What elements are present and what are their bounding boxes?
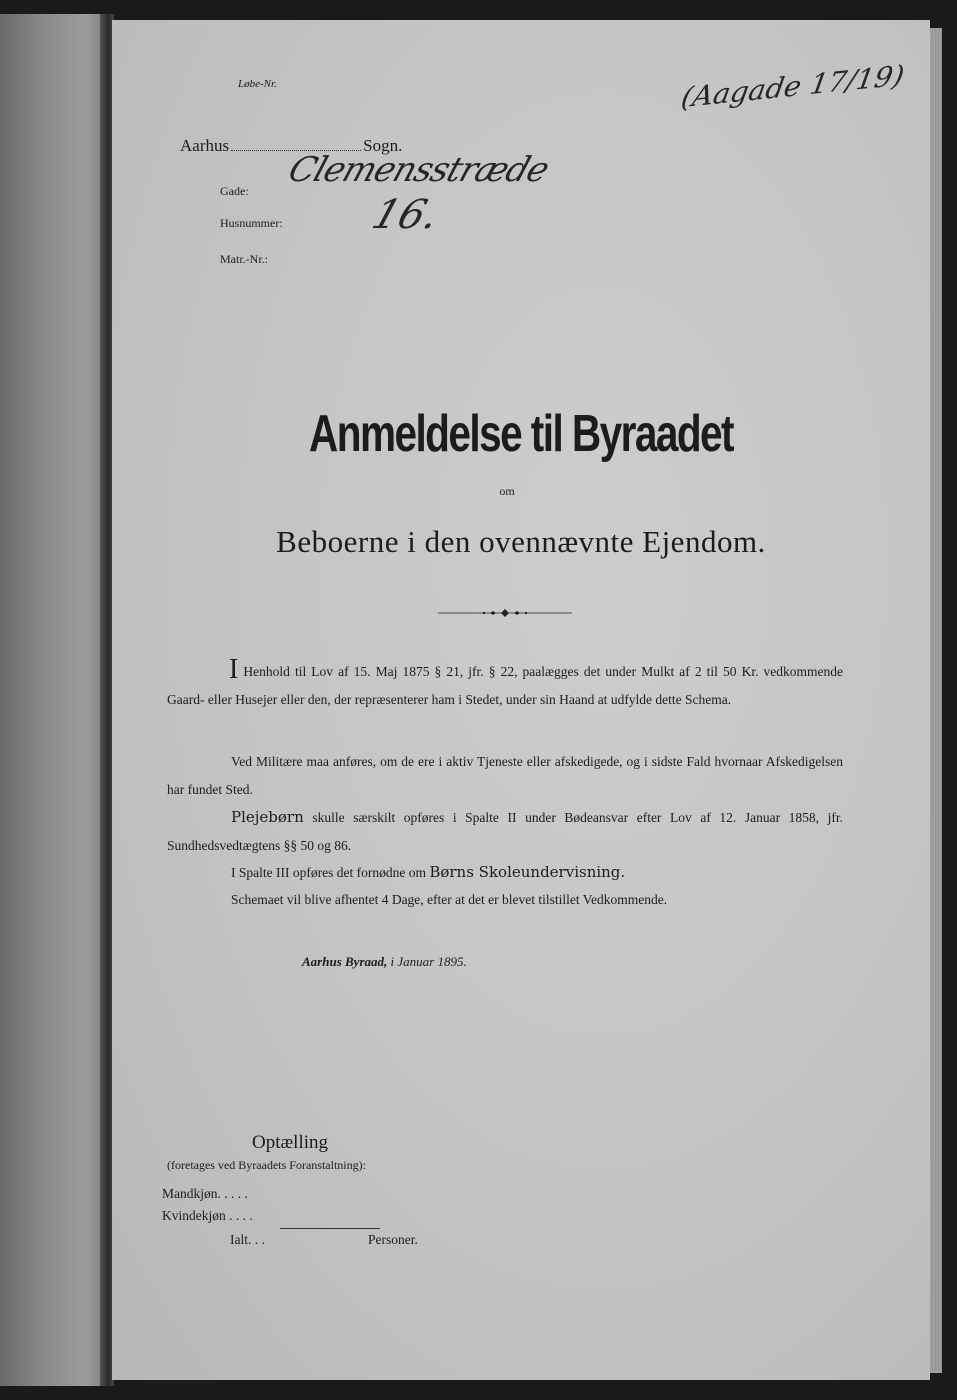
city-label: Aarhus bbox=[180, 136, 230, 155]
paragraph-4-text: I Spalte III opføres det fornødne om bbox=[231, 865, 426, 880]
page-stack-edge bbox=[928, 28, 942, 1373]
husnummer-label: Husnummer: bbox=[220, 216, 283, 230]
document-subtitle: Beboerne i den ovennævnte Ejendom. bbox=[276, 524, 766, 559]
optaelling-title: Optælling bbox=[252, 1132, 329, 1153]
document-title: Anmeldelse til Byraadet bbox=[309, 405, 733, 463]
paragraph-1-text: Henhold til Lov af 15. Maj 1875 § 21, jfr. § 22, paalægges det under Mulkt af 2 til 50 Kr. vedkommende Gaard- eller Husejer eller den, der repræsenterer ham i Stedet, under sin Haand at udfylde dette Schema. bbox=[167, 664, 843, 707]
ialt-label: Ialt. . . bbox=[230, 1232, 265, 1247]
matr-nr-label: Matr.-Nr.: bbox=[220, 252, 268, 266]
personer-label: Personer. bbox=[368, 1232, 418, 1247]
gade-label: Gade: bbox=[220, 184, 249, 198]
om-text: om bbox=[499, 484, 515, 498]
paragraph-1 bbox=[167, 654, 843, 714]
kvindekjon-label: Kvindekjøn . . . . bbox=[162, 1208, 253, 1223]
mandkjon-label: Mandkjøn. . . . . bbox=[162, 1186, 248, 1201]
signature-line bbox=[302, 954, 467, 970]
ornament-divider bbox=[438, 606, 572, 620]
sogn-label: Sogn. bbox=[363, 136, 403, 155]
left-page bbox=[0, 14, 108, 1386]
plejeborn-lead: Plejebørn bbox=[231, 808, 304, 826]
paragraph-2: Ved Militære maa anføres, om de ere i aktiv Tjeneste eller afskedigede, og i sidste Fald hvornaar Afskedigelsen har fundet Sted. bbox=[167, 754, 843, 797]
handwritten-house-number: 16. bbox=[366, 192, 446, 238]
loebe-nr-label: Løbe-Nr. bbox=[238, 78, 277, 90]
handwritten-street: Clemensstræde bbox=[283, 150, 554, 190]
drop-cap: I bbox=[229, 654, 239, 685]
optaelling-subtitle: (foretages ved Byraadets Foranstaltning): bbox=[167, 1158, 366, 1172]
sum-line bbox=[280, 1228, 380, 1229]
paragraph-3-text: skulle særskilt opføres i Spalte II under Bødeansvar efter Lov af 12. Januar 1858, jfr. Sundhedsvedtægtens §§ 50 og 86. bbox=[167, 810, 844, 853]
paragraph-4 bbox=[231, 858, 843, 887]
signature-date: i Januar 1895. bbox=[390, 954, 467, 969]
paragraph-5: Schemaet vil blive afhentet 4 Dage, efter at det er blevet tilstillet Vedkommende. bbox=[231, 892, 668, 907]
signature-org: Aarhus Byraad, bbox=[302, 954, 388, 969]
document-page bbox=[112, 20, 930, 1380]
paragraph-3 bbox=[167, 803, 843, 860]
handwritten-top-note: (Aagade 17/19) bbox=[678, 58, 907, 115]
skoleundervisning-emph: Børns Skoleundervisning. bbox=[429, 863, 626, 881]
